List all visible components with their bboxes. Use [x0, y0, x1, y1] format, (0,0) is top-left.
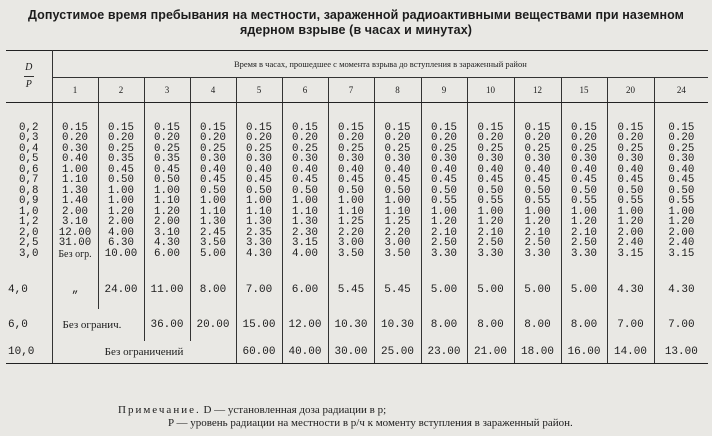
- value-cell: 0.45: [246, 174, 272, 187]
- value-cell: 8.00: [561, 309, 607, 341]
- value-cell: 0.40: [200, 163, 226, 176]
- value-cell: 0.20: [292, 132, 318, 145]
- d-symbol: D: [25, 62, 33, 73]
- value-cell: 0.35: [154, 153, 180, 166]
- value-cell: 3.30: [524, 247, 551, 260]
- value-cell: 0.45: [338, 174, 364, 187]
- value-cell: 2.35: [246, 226, 272, 239]
- value-cell: 3.10: [154, 226, 180, 239]
- value-cell: 0.50: [246, 184, 272, 197]
- no-limit-cell: Без ограничений: [52, 341, 236, 364]
- ratio-value: 2,0: [19, 226, 39, 239]
- value-cell: 5.00: [514, 271, 561, 309]
- value-cell: 0.50: [524, 184, 551, 197]
- value-cell: 1.30: [200, 216, 226, 229]
- value-column: [374, 103, 421, 272]
- ratio-value: 0,9: [19, 195, 39, 208]
- value-cell: 0.30: [668, 153, 695, 166]
- value-cell: 0.50: [431, 184, 457, 197]
- value-cell: 0.55: [617, 195, 644, 208]
- value-cell: 4.30: [246, 247, 272, 260]
- value-cell: 0.40: [292, 163, 318, 176]
- value-column: [607, 103, 654, 272]
- value-cell: 4.00: [108, 226, 134, 239]
- value-cell: 1.00: [338, 195, 364, 208]
- value-cell: 3.30: [431, 247, 457, 260]
- value-cell: 0.25: [668, 142, 695, 155]
- value-cell: 1.20: [108, 205, 134, 218]
- value-column: [190, 103, 236, 272]
- value-cell: 0.20: [431, 132, 457, 145]
- value-cell: 1.00: [384, 195, 411, 208]
- value-cell: 5.00: [421, 271, 467, 309]
- value-column: [561, 103, 607, 272]
- value-cell: 0.25: [338, 142, 364, 155]
- value-cell: 2.40: [668, 237, 695, 250]
- value-cell: 0.25: [200, 142, 226, 155]
- value-cell: 2.45: [200, 226, 226, 239]
- value-cell: 2.00: [617, 226, 644, 239]
- value-cell: 0.50: [200, 184, 226, 197]
- table-row: [6, 103, 708, 272]
- d-over-p-header: [6, 51, 52, 103]
- footnote: [118, 404, 708, 430]
- value-cell: 1.00: [668, 205, 695, 218]
- value-cell: 36.00: [144, 309, 190, 341]
- value-cell: 3.00: [338, 237, 364, 250]
- value-cell: 1.30: [292, 216, 318, 229]
- value-cell: 0.20: [477, 132, 504, 145]
- hour-header-cell: 4: [190, 78, 236, 103]
- value-cell: 1.20: [154, 205, 180, 218]
- value-cell: 1.00: [108, 195, 134, 208]
- value-cell: 2.10: [571, 226, 597, 239]
- value-cell: 1.00: [477, 205, 504, 218]
- value-cell: 25.00: [374, 341, 421, 364]
- value-cell: 40.00: [282, 341, 328, 364]
- value-cell: 7.00: [607, 309, 654, 341]
- value-cell: 0.30: [571, 153, 597, 166]
- value-cell: 15.00: [236, 309, 282, 341]
- value-cell: 0.40: [571, 163, 597, 176]
- value-cell: 0.30: [524, 153, 551, 166]
- value-cell: 4.30: [154, 237, 180, 250]
- value-cell: 1.00: [246, 195, 272, 208]
- value-cell: 3.00: [384, 237, 411, 250]
- hour-header-cell: 3: [144, 78, 190, 103]
- hour-header-cell: 6: [282, 78, 328, 103]
- value-cell: 1.40: [62, 195, 88, 207]
- value-cell: 16.00: [561, 341, 607, 364]
- no-limit-cell: Без огранич.: [52, 309, 144, 341]
- value-cell: 0.20: [338, 132, 364, 145]
- value-cell: 0.50: [617, 184, 644, 197]
- value-cell: 0.50: [154, 174, 180, 187]
- value-cell: 6.30: [108, 237, 134, 250]
- value-cell: 2.00: [62, 205, 88, 218]
- value-cell: 2.50: [571, 237, 597, 250]
- value-cell: 0.30: [617, 153, 644, 166]
- title-line-1: Допустимое время пребывания на местности, зараженной радиоактивными веществами при наземном: [27, 8, 685, 22]
- value-cell: 1.10: [246, 205, 272, 218]
- hour-header-cell: 15: [561, 78, 607, 103]
- ratio-value: 0,6: [19, 163, 39, 176]
- value-cell: 2.50: [524, 237, 551, 250]
- value-cell: 1.20: [617, 216, 644, 229]
- value-column: [52, 103, 98, 272]
- value-cell: 0.20: [571, 132, 597, 145]
- value-cell: 0.45: [668, 174, 695, 187]
- value-column: [144, 103, 190, 272]
- value-cell: 3.30: [477, 247, 504, 260]
- value-cell: 0.45: [477, 174, 504, 187]
- value-cell: 0.30: [338, 153, 364, 166]
- value-cell: 0.25: [384, 142, 411, 155]
- value-cell: 1.10: [154, 195, 180, 208]
- value-cell: 1.00: [62, 163, 88, 176]
- value-cell: 6.00: [154, 247, 180, 260]
- value-cell: 0.30: [431, 153, 457, 166]
- value-column: [98, 103, 144, 272]
- ratio-value: 2,5: [19, 237, 39, 250]
- value-cell: 23.00: [421, 341, 467, 364]
- value-cell: 1.00: [524, 205, 551, 218]
- value-cell: 0.45: [292, 174, 318, 187]
- ratio-value: 0,4: [19, 142, 39, 155]
- value-cell: 0.30: [477, 153, 504, 166]
- value-cell: 3.15: [668, 247, 695, 260]
- note-line-1: D — установленная доза радиации в р;: [203, 404, 387, 416]
- value-cell: 0.15: [524, 121, 551, 134]
- value-cell: 0.45: [200, 174, 226, 187]
- value-cell: 60.00: [236, 341, 282, 364]
- value-cell: 2.20: [338, 226, 364, 239]
- value-cell: 0.25: [108, 142, 134, 155]
- value-cell: 8.00: [467, 309, 514, 341]
- value-cell: 0.25: [431, 142, 457, 155]
- ratio-value: 0,7: [19, 174, 39, 187]
- value-column: [282, 103, 328, 272]
- value-cell: 5.45: [328, 271, 374, 309]
- value-cell: 0.15: [431, 121, 457, 134]
- ratio-value: 0,5: [19, 153, 39, 166]
- value-cell: 0.40: [477, 163, 504, 176]
- value-cell: 1.20: [571, 216, 597, 229]
- value-cell: 8.00: [514, 309, 561, 341]
- header-row-span: [6, 51, 708, 78]
- value-cell: 2.40: [617, 237, 644, 250]
- value-cell: 0.40: [338, 163, 364, 176]
- value-cell: 2.00: [668, 226, 695, 239]
- value-cell: 0.25: [617, 142, 644, 155]
- value-cell: 31.00: [58, 237, 92, 249]
- value-cell: 1.25: [384, 216, 411, 229]
- table-row: [6, 271, 708, 309]
- value-cell: 0.50: [292, 184, 318, 197]
- value-cell: 0.15: [668, 121, 695, 134]
- value-cell: 21.00: [467, 341, 514, 364]
- value-cell: 1.20: [477, 216, 504, 229]
- value-cell: 3.15: [617, 247, 644, 260]
- ditto-cell: „: [52, 271, 98, 309]
- value-cell: 0.40: [524, 163, 551, 176]
- value-cell: 10.30: [328, 309, 374, 341]
- value-cell: 13.00: [654, 341, 708, 364]
- value-cell: 8.00: [190, 271, 236, 309]
- value-cell: 4.30: [668, 283, 695, 296]
- ratio-value: 1,2: [19, 216, 39, 229]
- value-column: [467, 103, 514, 272]
- hour-header-cell: 20: [607, 78, 654, 103]
- value-cell: 1.30: [62, 184, 88, 197]
- value-cell: 0.20: [668, 132, 695, 145]
- value-cell: 2.00: [154, 216, 180, 229]
- value-cell: 0.55: [431, 195, 457, 208]
- value-cell: 2.50: [477, 237, 504, 250]
- value-cell: 1.00: [617, 205, 644, 218]
- value-cell: 1.30: [246, 216, 272, 229]
- value-cell: 11.00: [144, 271, 190, 309]
- p-symbol: P: [25, 79, 32, 90]
- value-cell: 1.00: [431, 205, 457, 218]
- value-cell: 0.15: [154, 121, 180, 134]
- value-cell: 5.00: [200, 247, 226, 260]
- value-cell: 0.15: [200, 121, 226, 134]
- value-cell: 5.45: [374, 271, 421, 309]
- value-cell: 0.25: [246, 142, 272, 155]
- value-cell: 0.25: [477, 142, 504, 155]
- ratio-cell: 10,0: [6, 341, 52, 364]
- value-cell: 7.00: [236, 271, 282, 309]
- value-cell: 0.20: [524, 132, 551, 145]
- value-cell: 0.30: [200, 153, 226, 166]
- value-cell: 0.20: [384, 132, 411, 145]
- table-row: [6, 341, 708, 364]
- hour-header-cell: 10: [467, 78, 514, 103]
- value-cell: 1.00: [108, 184, 134, 197]
- value-cell: 0.15: [617, 121, 644, 134]
- value-cell: 3.30: [246, 237, 272, 250]
- value-cell: 1.10: [384, 205, 411, 218]
- value-cell: 10.00: [104, 247, 138, 260]
- hour-header-cell: 12: [514, 78, 561, 103]
- value-cell: 2.10: [477, 226, 504, 239]
- ratio-cell: 4,0: [6, 271, 52, 309]
- title-line-2: ядерном взрыве (в часах и минутах): [239, 23, 473, 37]
- value-cell: 0.30: [384, 153, 411, 166]
- hours-header-row: [6, 78, 708, 103]
- value-cell: 2.10: [431, 226, 457, 239]
- value-cell: 0.45: [108, 163, 134, 176]
- value-cell: 0.50: [338, 184, 364, 197]
- value-cell: 0.15: [246, 121, 272, 134]
- value-cell: 1.00: [154, 184, 180, 197]
- value-cell: 1.00: [292, 195, 318, 208]
- value-column: [514, 103, 561, 272]
- value-cell: 0.45: [571, 174, 597, 187]
- value-column: [421, 103, 467, 272]
- note-line-2: P — уровень радиации на местности в р/ч к моменту вступления в зараженный район.: [168, 417, 573, 429]
- value-cell: 0.45: [384, 174, 411, 187]
- value-cell: 2.10: [524, 226, 551, 239]
- value-cell: 2.20: [384, 226, 411, 239]
- hour-header-cell: 24: [654, 78, 708, 103]
- ratio-value: 0,2: [19, 121, 39, 134]
- value-cell: 4.00: [292, 247, 318, 260]
- value-cell: 0.30: [62, 142, 88, 155]
- value-cell: 0.15: [477, 121, 504, 134]
- value-cell: 3.30: [571, 247, 597, 260]
- value-cell: 0.25: [292, 142, 318, 155]
- value-cell: 0.50: [477, 184, 504, 197]
- value-cell: 0.20: [154, 132, 180, 145]
- value-cell: 4.30: [607, 271, 654, 309]
- hour-header-cell: 5: [236, 78, 282, 103]
- value-cell: 0.45: [617, 174, 644, 187]
- hour-header-cell: 8: [374, 78, 421, 103]
- value-cell: 0.50: [668, 184, 695, 197]
- value-cell: 7.00: [668, 318, 695, 331]
- value-cell: 1.00: [200, 195, 226, 208]
- value-cell: 3.50: [384, 247, 411, 260]
- value-cell: 0.20: [200, 132, 226, 145]
- value-cell: 12.00: [58, 226, 92, 239]
- value-cell: 12.00: [282, 309, 328, 341]
- ratio-value: 0,8: [19, 184, 39, 197]
- ratio-cell: 6,0: [6, 309, 52, 341]
- value-cell: Без огр.: [58, 248, 92, 260]
- exposure-time-table: [6, 50, 708, 364]
- value-cell: 1.10: [338, 205, 364, 218]
- value-cell: 0.15: [571, 121, 597, 134]
- value-cell: 0.35: [108, 153, 134, 166]
- value-cell: 0.20: [617, 132, 644, 145]
- value-cell: 0.15: [62, 121, 88, 134]
- ratio-value: 3,0: [19, 247, 39, 260]
- value-cell: 0.25: [154, 142, 180, 155]
- note-label: Примечание.: [118, 404, 201, 416]
- value-cell: 0.45: [154, 163, 180, 176]
- value-cell: 5.00: [467, 271, 514, 309]
- value-cell: 5.00: [561, 271, 607, 309]
- value-column: [328, 103, 374, 272]
- ratio-value: 0,3: [19, 132, 39, 145]
- value-cell: 18.00: [514, 341, 561, 364]
- value-cell: 0.40: [431, 163, 457, 176]
- value-cell: 0.25: [524, 142, 551, 155]
- value-cell: 14.00: [607, 341, 654, 364]
- value-cell: 0.20: [108, 132, 134, 145]
- value-cell: 0.45: [524, 174, 551, 187]
- value-cell: 0.40: [246, 163, 272, 176]
- time-since-explosion-header: Время в часах, прошедшее с момента взрыва до вступления в зараженный район: [52, 51, 708, 78]
- value-cell: 1.10: [200, 205, 226, 218]
- hour-header-cell: 9: [421, 78, 467, 103]
- value-cell: 8.00: [421, 309, 467, 341]
- value-cell: 0.30: [246, 153, 272, 166]
- value-cell: 0.50: [108, 174, 134, 187]
- value-cell: 0.40: [668, 163, 695, 176]
- value-cell: 0.30: [292, 153, 318, 166]
- hour-header-cell: 1: [52, 78, 98, 103]
- value-cell: 0.50: [571, 184, 597, 197]
- value-cell: 30.00: [328, 341, 374, 364]
- ratio-value: 1,0: [19, 205, 39, 218]
- value-cell: 1.20: [524, 216, 551, 229]
- value-cell: 0.45: [431, 174, 457, 187]
- table-row: [6, 309, 708, 341]
- value-cell: 0.40: [62, 153, 88, 165]
- value-cell: 0.15: [338, 121, 364, 134]
- value-cell: 0.55: [477, 195, 504, 208]
- value-cell: 3.50: [338, 247, 364, 260]
- value-cell: 0.50: [384, 184, 411, 197]
- value-cell: 1.20: [668, 216, 695, 229]
- value-cell: 0.55: [524, 195, 551, 208]
- value-cell: 3.15: [292, 237, 318, 250]
- value-cell: 0.55: [668, 195, 695, 208]
- value-cell: 0.20: [246, 132, 272, 145]
- value-cell: 3.10: [62, 216, 88, 228]
- hour-header-cell: 7: [328, 78, 374, 103]
- value-cell: 0.55: [571, 195, 597, 208]
- table-title: [10, 8, 702, 38]
- value-cell: 0.25: [571, 142, 597, 155]
- value-cell: 0.40: [384, 163, 411, 176]
- value-cell: 0.20: [62, 132, 88, 144]
- value-column: [654, 103, 708, 272]
- value-cell: 2.50: [431, 237, 457, 250]
- value-cell: 0.15: [108, 121, 134, 134]
- value-cell: 1.10: [62, 174, 88, 186]
- value-cell: 1.25: [338, 216, 364, 229]
- value-cell: 10.30: [374, 309, 421, 341]
- value-cell: 24.00: [98, 271, 144, 309]
- value-cell: 3.50: [200, 237, 226, 250]
- hour-header-cell: 2: [98, 78, 144, 103]
- value-column: [236, 103, 282, 272]
- value-cell: 1.00: [571, 205, 597, 218]
- ratio-column: [6, 103, 52, 272]
- value-cell: 1.10: [292, 205, 318, 218]
- value-cell: 2.30: [292, 226, 318, 239]
- value-cell: 1.20: [431, 216, 457, 229]
- value-cell: 6.00: [282, 271, 328, 309]
- value-cell: 0.40: [617, 163, 644, 176]
- value-cell: 20.00: [190, 309, 236, 341]
- value-cell: 0.15: [384, 121, 411, 134]
- value-cell: 0.15: [292, 121, 318, 134]
- value-cell: 2.00: [108, 216, 134, 229]
